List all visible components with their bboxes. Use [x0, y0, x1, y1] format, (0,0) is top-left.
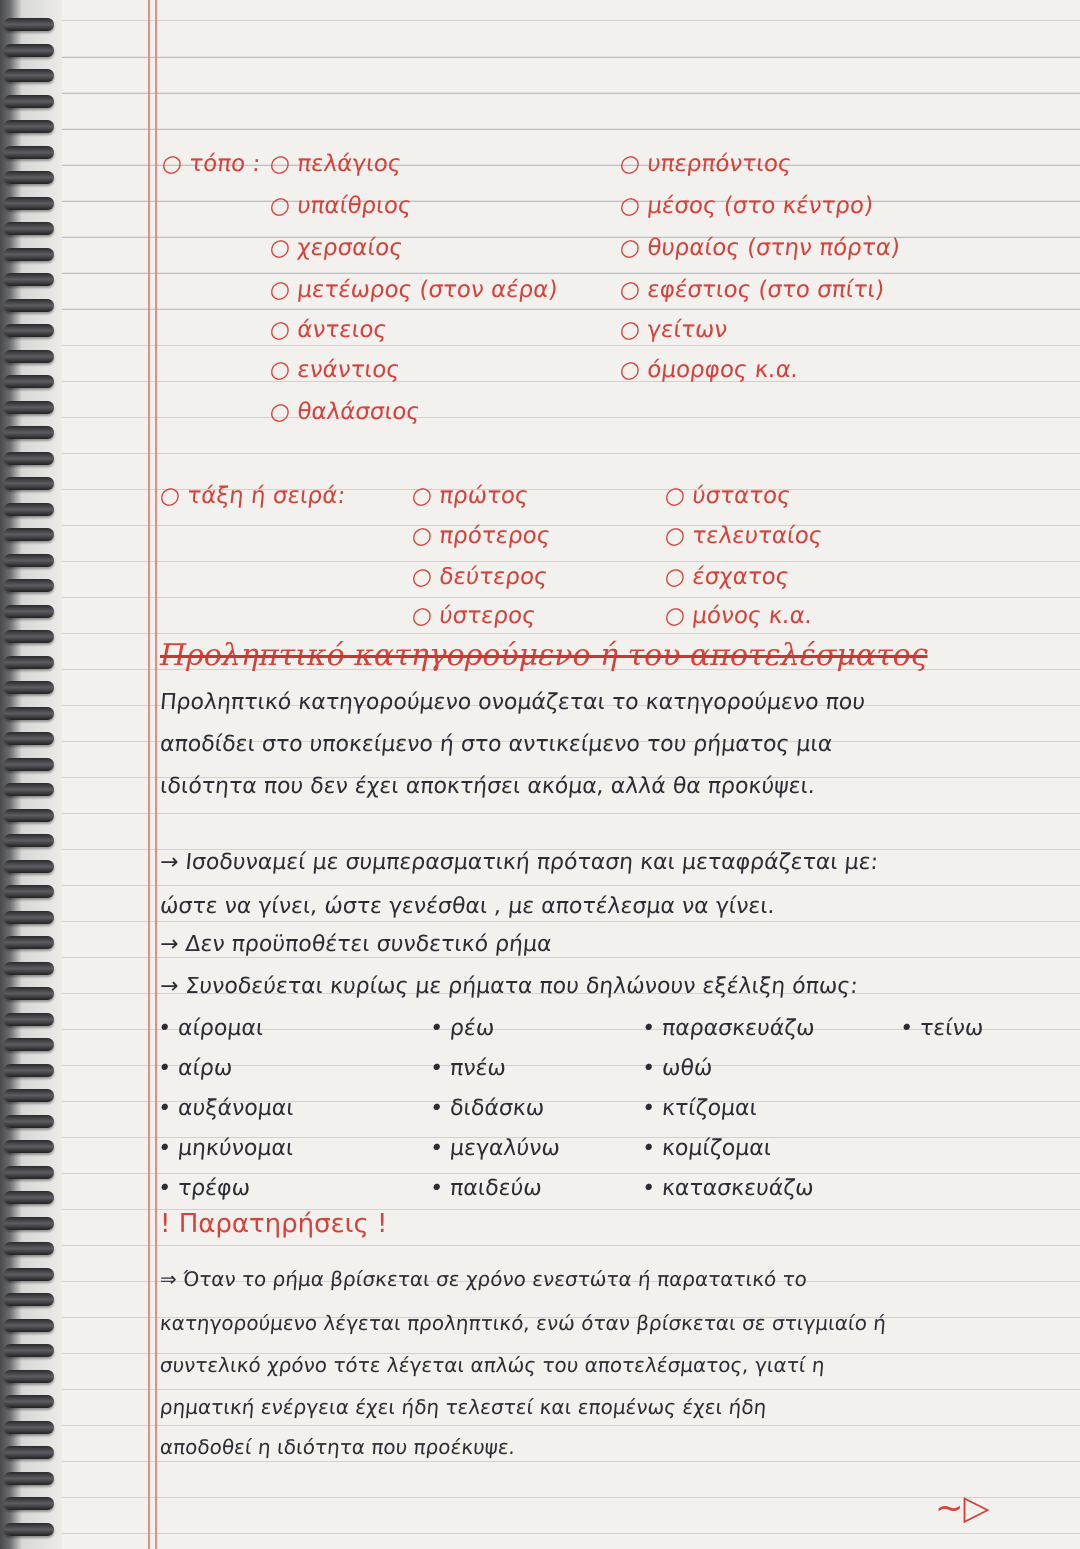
- binding-ring: [4, 452, 54, 465]
- binding-ring: [4, 350, 54, 363]
- binding-ring: [4, 197, 54, 210]
- binding-ring: [4, 95, 54, 108]
- list-item: ○ υπερπόντιος: [618, 151, 793, 177]
- list-item: • αίρω: [156, 1056, 234, 1081]
- continue-arrow-icon: ~▷: [935, 1488, 990, 1528]
- binding-ring: [4, 758, 54, 771]
- binding-ring: [4, 299, 54, 312]
- binding-ring: [4, 911, 54, 924]
- binding-ring: [4, 477, 54, 490]
- list-item: ○ πελάγιος: [268, 151, 403, 177]
- definition-line: αποδίδει στο υποκείμενο ή στο αντικείμενο του ρήματος μια: [158, 732, 834, 757]
- list-item: ○ θαλάσσιος: [268, 399, 422, 425]
- definition-line: Προληπτικό κατηγορούμενο ονομάζεται το κατηγορούμενο που: [158, 690, 867, 715]
- remark-line: συντελικό χρόνο τότε λέγεται απλώς του αποτελέσματος, γιατί η: [158, 1353, 826, 1377]
- list-item: • κατασκευάζω: [640, 1176, 815, 1201]
- list-item: • αυξάνομαι: [156, 1096, 295, 1121]
- list-item: ○ όμορφος κ.α.: [618, 357, 800, 383]
- list-item: ○ ύστατος: [663, 483, 793, 509]
- remarks-title: ! Παρατηρήσεις !: [160, 1209, 388, 1239]
- remark-line: κατηγορούμενο λέγεται προληπτικό, ενώ όταν βρίσκεται σε στιγμιαίο ή: [158, 1311, 888, 1335]
- binding-ring: [4, 1242, 54, 1255]
- binding-ring: [4, 1140, 54, 1153]
- binding-ring: [4, 1038, 54, 1051]
- remark-line: ⇒ Όταν το ρήμα βρίσκεται σε χρόνο ενεστώτα ή παρατατικό το: [158, 1267, 809, 1291]
- binding-ring: [4, 44, 54, 57]
- list-item: ○ άντειος: [268, 317, 389, 343]
- taxi-label: ○ τάξη ή σειρά:: [158, 483, 347, 509]
- list-item: ○ ύστερος: [410, 603, 538, 629]
- list-item: • ρέω: [428, 1016, 496, 1041]
- binding-ring: [4, 69, 54, 82]
- binding-ring: [4, 375, 54, 388]
- topos-label: ○ τόπο :: [160, 151, 262, 177]
- binding-ring: [4, 1293, 54, 1306]
- binding-ring: [4, 962, 54, 975]
- binding-ring: [4, 171, 54, 184]
- list-item: • τρέφω: [156, 1176, 252, 1201]
- binding-ring: [4, 426, 54, 439]
- binding-ring: [4, 324, 54, 337]
- rule-line: → Συνοδεύεται κυρίως με ρήματα που δηλώνουν εξέλιξη όπως:: [158, 974, 859, 999]
- binding-ring: [4, 579, 54, 592]
- margin-line-inner: [155, 0, 157, 1549]
- binding-ring: [4, 528, 54, 541]
- binding-ring: [4, 1268, 54, 1281]
- binding-ring: [4, 1421, 54, 1434]
- binding-ring: [4, 656, 54, 669]
- list-item: • διδάσκω: [428, 1096, 546, 1121]
- binding-ring: [4, 783, 54, 796]
- binding-ring: [4, 936, 54, 949]
- binding-ring: [4, 554, 54, 567]
- binding-ring: [4, 809, 54, 822]
- list-item: ○ έσχατος: [663, 564, 791, 590]
- list-item: ○ δεύτερος: [410, 564, 550, 590]
- list-item: • πνέω: [428, 1056, 507, 1081]
- binding-ring: [4, 248, 54, 261]
- binding-ring: [4, 1344, 54, 1357]
- binding-ring: [4, 707, 54, 720]
- list-item: • παιδεύω: [428, 1176, 543, 1201]
- list-item: ○ μόνος κ.α.: [663, 603, 814, 629]
- binding-ring: [4, 732, 54, 745]
- list-item: • μεγαλύνω: [428, 1136, 561, 1161]
- binding-ring: [4, 1064, 54, 1077]
- list-item: • μηκύνομαι: [156, 1136, 295, 1161]
- list-item: • ωθώ: [640, 1056, 714, 1081]
- remark-line: ρηματική ενέργεια έχει ήδη τελεστεί και επομένως έχει ήδη: [158, 1395, 768, 1419]
- list-item: ○ χερσαίος: [268, 235, 405, 261]
- list-item: • παρασκευάζω: [640, 1016, 816, 1041]
- list-item: ○ υπαίθριος: [268, 193, 413, 219]
- binding-ring: [4, 1166, 54, 1179]
- binding-ring: [4, 1013, 54, 1026]
- binding-ring: [4, 605, 54, 618]
- binding-ring: [4, 885, 54, 898]
- rule-line: → Ισοδυναμεί με συμπερασματική πρόταση και μεταφράζεται με:: [158, 850, 880, 875]
- rule-line: → Δεν προϋποθέτει συνδετικό ρήμα: [158, 932, 553, 957]
- list-item: ○ εφέστιος (στο σπίτι): [618, 277, 886, 303]
- list-item: • κομίζομαι: [640, 1136, 773, 1161]
- binding-ring: [4, 1446, 54, 1459]
- binding-ring: [4, 1089, 54, 1102]
- list-item: • τείνω: [898, 1016, 985, 1041]
- list-item: ○ θυραίος (στην πόρτα): [618, 235, 902, 261]
- binding-ring: [4, 273, 54, 286]
- binding-ring: [4, 1370, 54, 1383]
- binding-ring: [4, 1523, 54, 1536]
- section-title: Προληπτικό κατηγορούμενο ή του αποτελέσματος: [160, 638, 928, 673]
- rule-line: ώστε να γίνει, ώστε γενέσθαι , με αποτέλεσμα να γίνει.: [158, 894, 776, 919]
- binding-ring: [4, 1319, 54, 1332]
- list-item: ○ πρώτος: [410, 483, 530, 509]
- binding-ring: [4, 834, 54, 847]
- list-item: ○ μετέωρος (στον αέρα): [268, 277, 559, 303]
- binding-ring: [4, 1191, 54, 1204]
- list-item: ○ τελευταίος: [663, 523, 824, 549]
- binding-ring: [4, 1115, 54, 1128]
- binding-ring: [4, 222, 54, 235]
- binding-ring: [4, 987, 54, 1000]
- list-item: • κτίζομαι: [640, 1096, 759, 1121]
- list-item: ○ ενάντιος: [268, 357, 402, 383]
- binding-ring: [4, 1217, 54, 1230]
- remark-line: αποδοθεί η ιδιότητα που προέκυψε.: [158, 1435, 517, 1459]
- binding-ring: [4, 1497, 54, 1510]
- binding-ring: [4, 1472, 54, 1485]
- margin-line: [148, 0, 150, 1549]
- binding-ring: [4, 503, 54, 516]
- binding-ring: [4, 630, 54, 643]
- binding-ring: [4, 120, 54, 133]
- binding-ring: [4, 681, 54, 694]
- definition-line: ιδιότητα που δεν έχει αποκτήσει ακόμα, αλλά θα προκύψει.: [158, 774, 817, 799]
- binding-ring: [4, 401, 54, 414]
- binding-ring: [4, 860, 54, 873]
- list-item: ○ πρότερος: [410, 523, 552, 549]
- binding-ring: [4, 1395, 54, 1408]
- binding-ring: [4, 18, 54, 31]
- binding-ring: [4, 146, 54, 159]
- list-item: ○ μέσος (στο κέντρο): [618, 193, 875, 219]
- list-item: • αίρομαι: [156, 1016, 265, 1041]
- list-item: ○ γείτων: [618, 317, 729, 343]
